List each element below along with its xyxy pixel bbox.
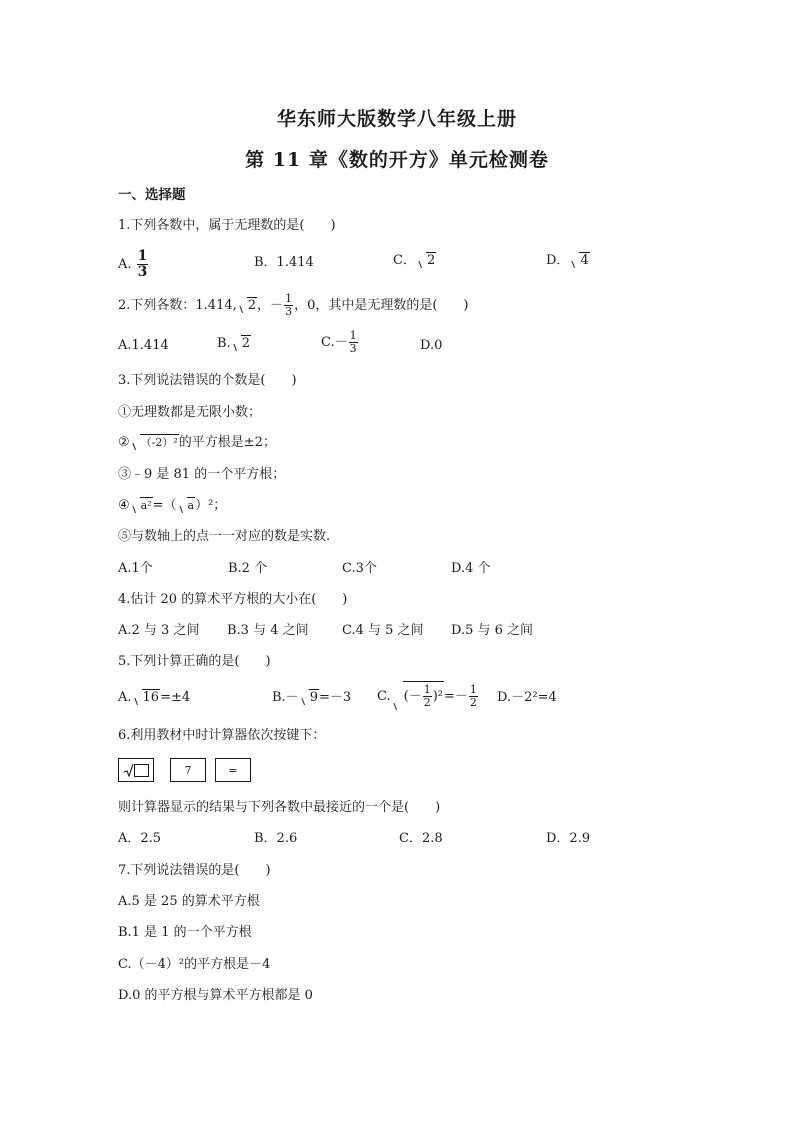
q1-c-sqrt: 2 [417,252,436,270]
q1-option-b: B．1.414 [254,255,314,270]
q7-option-c: C.（－4）²的平方根是－4 [118,957,271,972]
q3-option-d: D.4 个 [451,561,491,576]
q3-statement-4: ④ a²=（ a）²； [118,498,227,513]
q1-stem: 1.下列各数中，属于无理数的是( ) [118,218,336,233]
q7-stem: 7.下列说法错误的是( ) [118,863,271,878]
q6-stem: 6.利用教材中时计算器依次按键下： [118,728,326,743]
q6-option-c: C．2.8 [399,831,443,846]
q1-option-c: C． 2 [393,253,436,268]
q6-option-b: B．2.6 [254,831,298,846]
q5-option-d: D.－2²=4 [497,690,557,705]
q2-stem: 2.下列各数：1.414, 2，－ $\frac{1}{3}$ ，0，其中是无理数的是( ) [118,292,469,318]
q4-option-b: B.3 与 4 之间 [227,623,309,638]
q5-stem: 5.下列计算正确的是( ) [118,654,271,669]
q1-a-fraction: $\frac{1}{3}$ [137,248,148,280]
q5-option-b: B.－ 9=－3 [272,690,352,705]
q2-option-c: C.－ $\frac{1}{3}$ [321,329,357,355]
q7-option-d: D.0 的平方根与算术平方根都是 0 [118,988,313,1003]
calculator-equals-key: = [215,758,251,782]
section-heading: 一、选择题 [118,187,186,203]
q3-option-c: C.3个 [342,561,377,576]
q6-option-a: A．2.5 [118,831,162,846]
q2-option-b: B. 2 [217,336,250,351]
q6-stem-2: 则计算器显示的结果与下列各数中最接近的一个是( ) [118,800,441,815]
page-title: 华东师大版数学八年级上册 [276,108,517,130]
q3-statement-3: ③﹣9 是 81 的一个平方根； [118,467,286,482]
q6-option-d: D．2.9 [546,831,591,846]
page-subtitle: 第 11 章《数的开方》单元检测卷 [245,149,549,171]
q1-d-sqrt: 4 [570,252,589,270]
sqrt-key-icon [124,763,149,777]
q2-option-a: A.1.414 [118,338,169,353]
q4-option-a: A.2 与 3 之间 [118,623,200,638]
q4-option-d: D.5 与 6 之间 [451,623,534,638]
calculator-sqrt-key [118,758,154,782]
q5-option-c: C. (－ $\frac{1}{2}$ )²=－ $\frac{1}{2}$ [377,681,479,712]
q5-option-a: A. 16=±4 [118,690,191,705]
q3-statement-1: ①无理数都是无限小数； [118,405,262,420]
q3-option-a: A.1个 [118,561,153,576]
q2-option-d: D.0 [420,338,443,353]
q1-option-a: A. $\frac{1}{3}$ [118,248,148,280]
q4-stem: 4.估计 20 的算术平方根的大小在( ) [118,592,348,607]
q7-option-b: B.1 是 1 的一个平方根 [118,925,252,940]
q4-option-c: C.4 与 5 之间 [342,623,424,638]
q3-statement-2: ② （-2）²的平方根是±2； [118,435,276,450]
calculator-key-7: 7 [170,758,206,782]
q3-stem: 3.下列说法错误的个数是( ) [118,373,297,388]
q7-option-a: A.5 是 25 的算术平方根 [118,894,260,909]
q3-option-b: B.2 个 [228,561,268,576]
q3-statement-5: ⑤与数轴上的点一一对应的数是实数. [118,529,331,544]
q1-option-d: D． 4 [546,253,589,268]
